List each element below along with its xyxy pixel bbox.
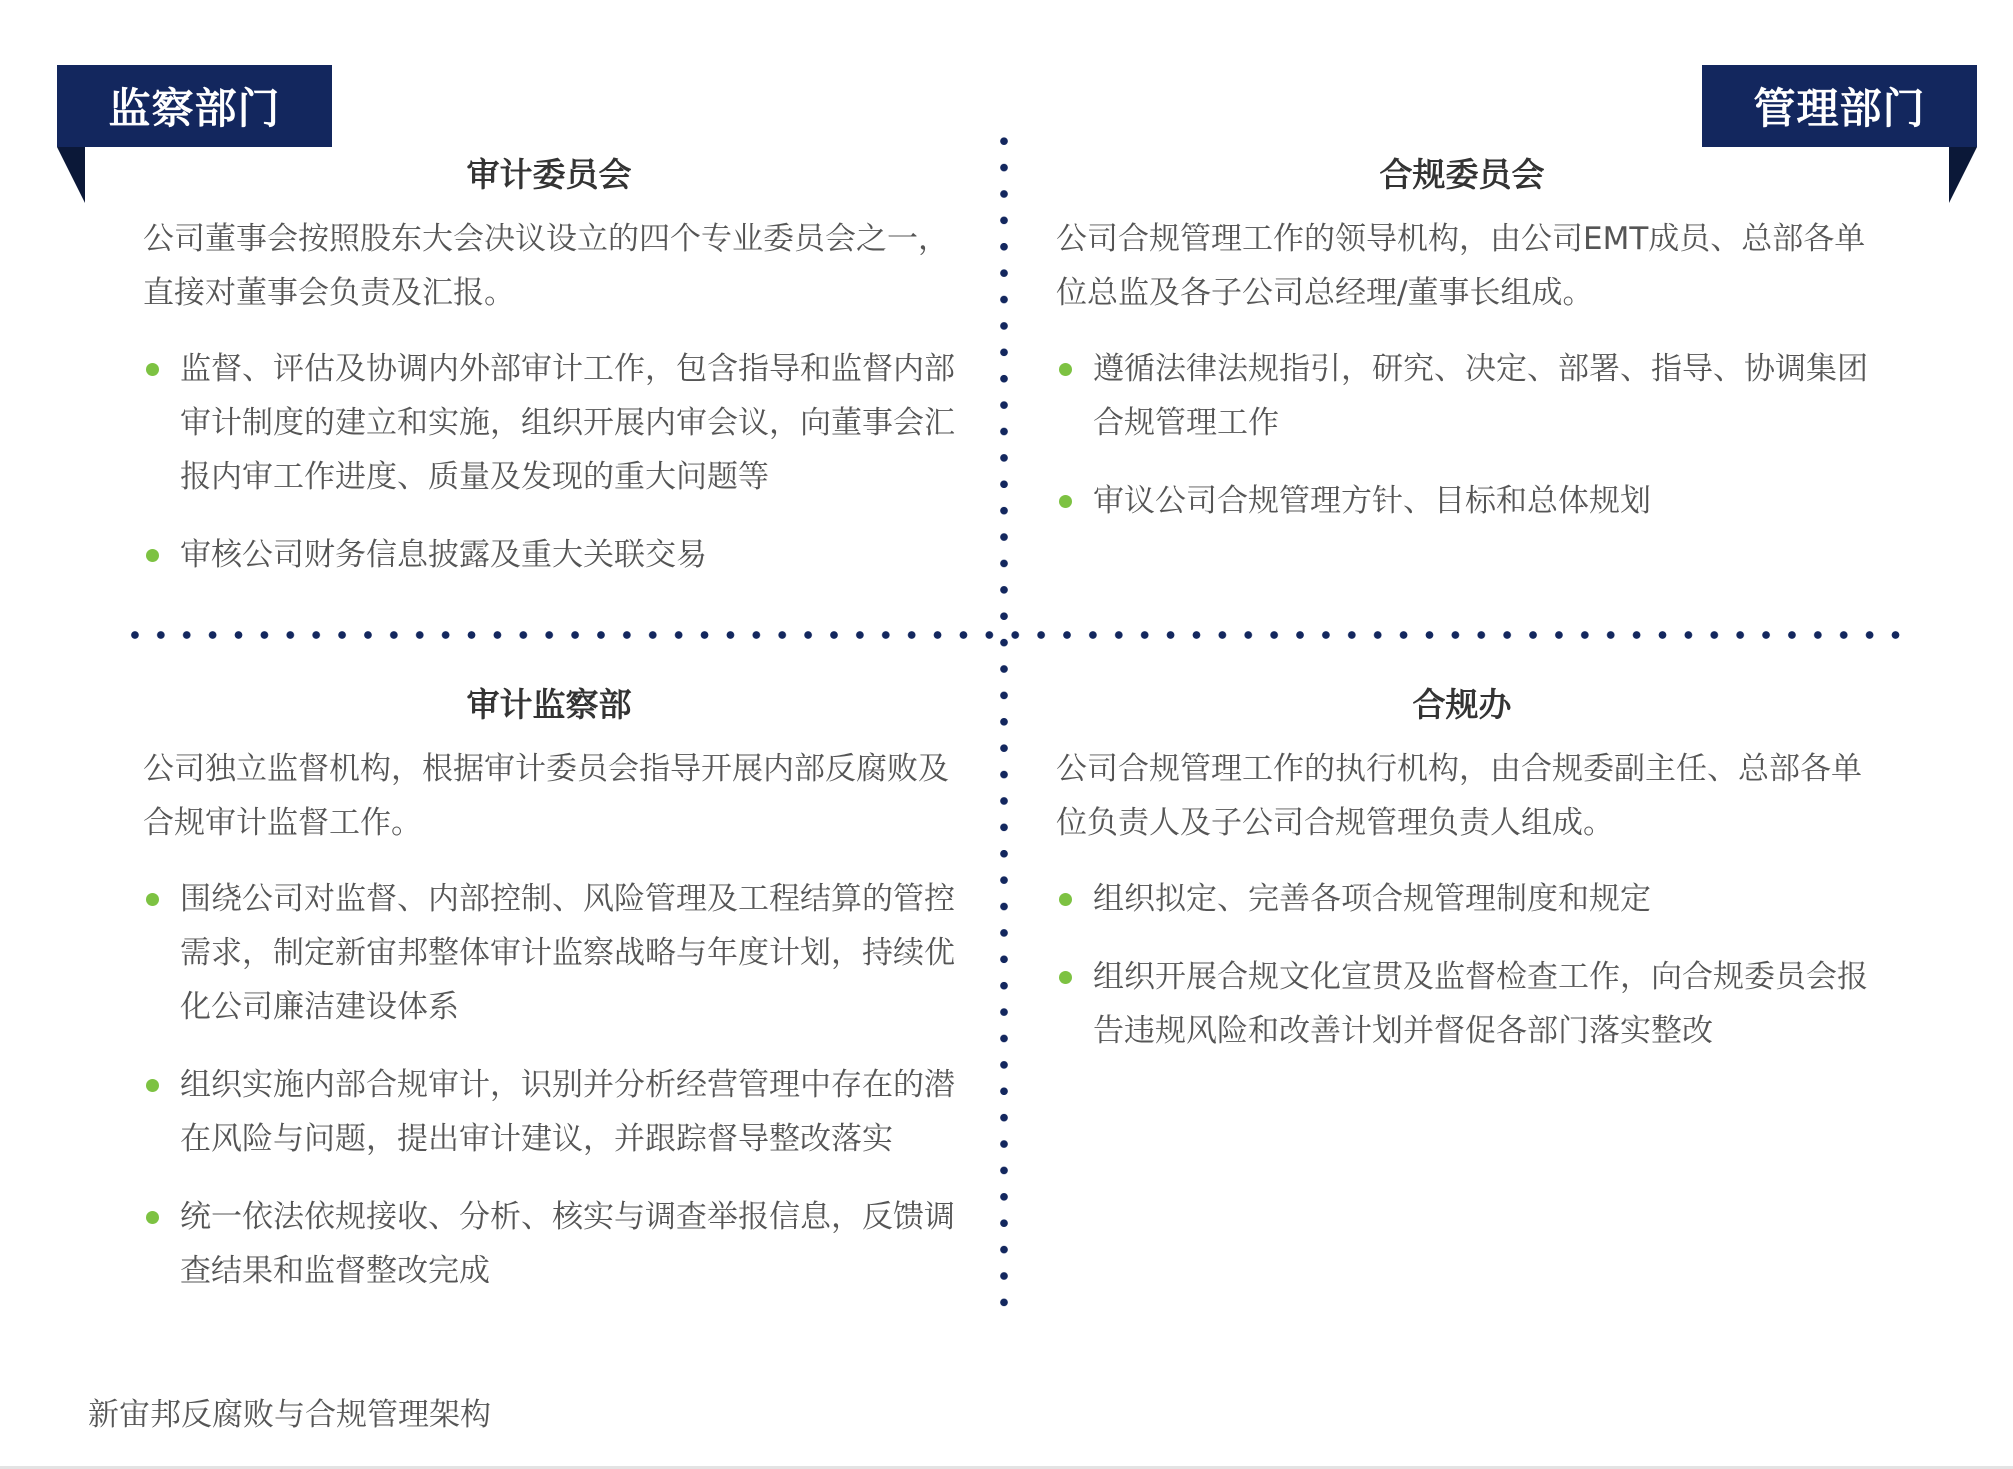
- section-description: 公司董事会按照股东大会决议设立的四个专业委员会之一，直接对董事会负责及汇报。: [143, 221, 949, 311]
- bullet-list: [143, 872, 955, 1298]
- bullet-dot-icon: [1059, 893, 1072, 906]
- bullet-dot-icon: [146, 363, 159, 376]
- list-item-text: 组织实施内部合规审计，识别并分析经营管理中存在的潜在风险与问题，提出审计建议，并跟踪督导整改落实: [180, 1067, 955, 1157]
- bullet-dot-icon: [146, 549, 159, 562]
- management-dept-ribbon: [1702, 65, 1977, 147]
- audit-supervision-dept-section: [143, 680, 955, 1322]
- bullet-dot-icon: [146, 893, 159, 906]
- bullet-dot-icon: [1059, 495, 1072, 508]
- bullet-dot-icon: [146, 1211, 159, 1224]
- ribbon-fold-left: [57, 147, 85, 203]
- list-item: [1056, 474, 1868, 528]
- audit-committee-section: [143, 150, 955, 606]
- list-item-text: 审议公司合规管理方针、目标和总体规划: [1093, 483, 1651, 519]
- section-title: 合规委员会: [1379, 155, 1545, 194]
- section-description: 公司合规管理工作的领导机构，由公司EMT成员、总部各单位总监及各子公司总经理/董事长组成。: [1056, 221, 1866, 311]
- list-item-text: 统一依法依规接收、分析、核实与调查举报信息，反馈调查结果和监督整改完成: [180, 1199, 955, 1289]
- list-item: [1056, 872, 1868, 926]
- section-title: 审计监察部: [466, 685, 632, 724]
- figure-caption: 新宙邦反腐败与合规管理架构: [88, 1397, 491, 1433]
- compliance-office-section: [1056, 680, 1868, 1082]
- list-item: [143, 1190, 955, 1298]
- list-item: [1056, 950, 1868, 1058]
- list-item-text: 组织拟定、完善各项合规管理制度和规定: [1093, 881, 1651, 917]
- list-item: [1056, 342, 1868, 450]
- list-item-text: 监督、评估及协调内外部审计工作，包含指导和监督内部审计制度的建立和实施，组织开展内审会议，向董事会汇报内审工作进度、质量及发现的重大问题等: [180, 351, 955, 495]
- management-dept-label: 管理部门: [1753, 84, 1926, 133]
- list-item: [143, 528, 955, 582]
- compliance-committee-section: [1056, 150, 1868, 552]
- list-item-text: 组织开展合规文化宣贯及监督检查工作，向合规委员会报告违规风险和改善计划并督促各部门落实整改: [1093, 959, 1868, 1049]
- bullet-dot-icon: [1059, 971, 1072, 984]
- section-title: 审计委员会: [466, 155, 632, 194]
- list-item: [143, 872, 955, 1034]
- supervision-dept-ribbon: [57, 65, 332, 147]
- list-item: [143, 342, 955, 504]
- bullet-list: [1056, 872, 1868, 1058]
- vertical-dotted-divider: [999, 128, 1009, 1318]
- section-title: 合规办: [1412, 685, 1512, 724]
- section-description: 公司合规管理工作的执行机构，由合规委副主任、总部各单位负责人及子公司合规管理负责人组成。: [1056, 751, 1862, 841]
- list-item-text: 围绕公司对监督、内部控制、风险管理及工程结算的管控需求，制定新宙邦整体审计监察战略与年度计划，持续优化公司廉洁建设体系: [180, 881, 955, 1025]
- list-item: [143, 1058, 955, 1166]
- bullet-list: [143, 342, 955, 582]
- bullet-list: [1056, 342, 1868, 528]
- horizontal-dotted-divider: [122, 630, 1912, 640]
- supervision-dept-label: 监察部门: [108, 84, 281, 133]
- section-description: 公司独立监督机构，根据审计委员会指导开展内部反腐败及合规审计监督工作。: [143, 751, 949, 841]
- ribbon-fold-right: [1949, 147, 1977, 203]
- list-item-text: 遵循法律法规指引，研究、决定、部署、指导、协调集团合规管理工作: [1093, 351, 1868, 441]
- bullet-dot-icon: [1059, 363, 1072, 376]
- bullet-dot-icon: [146, 1079, 159, 1092]
- list-item-text: 审核公司财务信息披露及重大关联交易: [180, 537, 707, 573]
